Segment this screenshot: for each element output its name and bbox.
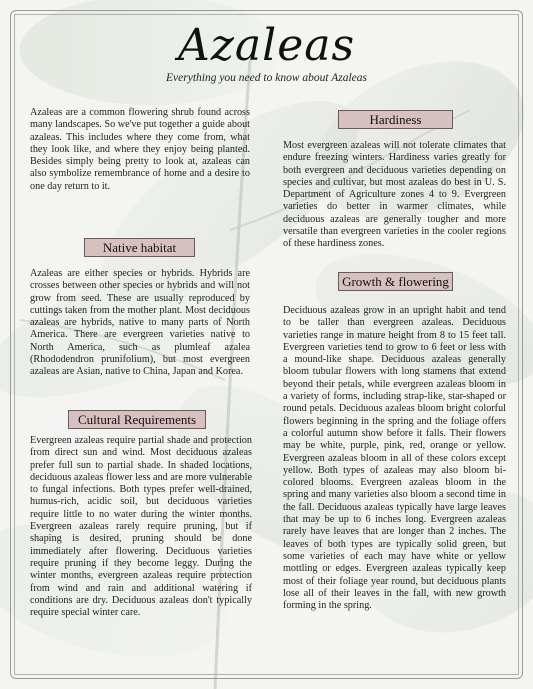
growth-flowering-body: Deciduous azaleas grow in an upright habit and tend to be taller than evergreen azaleas. Deciduous varieties range in mature height from 8 to 15 feet tall. Evergreen varieties tend to grow to 6 feet or less with a mound-like shape. Deciduous azaleas generally bloom tubular flowers with long stamens that extend beyond their petals, while evergreen azaleas bloom in a variety of forms, including strap-like, star-shaped or round petals. Deciduous azaleas bloom bright colorful flowers beginning in the spring and the foliage offers a colorful autumn show before it falls. Their flowers may be white, purple, pink, red, orange or yellow. Evergreen azaleas bloom in all of these colors except yellow. Both types of azaleas may also bloom bi-colored blooms. Evergreen azaleas bloom in the spring and many varieties also bloom a second time in the fall. Deciduous azaleas typically have large leaves that may be up to 6 inches long. Evergreen azaleas rarely have leaves that are longer than 2 inches. The leaves of both types are typically solid green, but some varieties of each may have white or yellow mottling or edges. Evergreen azaleas typically keep most of their foliage year round, but deciduous plants lose all of their leaves in the fall, with new growth forming in the spring. bbox=[283, 305, 506, 612]
hardiness-body: Most evergreen azaleas will not tolerate climates that endure freezing winters. Hardiness varies greatly for both evergreen and deciduous varieties depending on species and cultivar, but most azaleas do best in U. S. Department of Agriculture zones 4 to 9. Evergreen varieties do better in warmer climates, while deciduous azaleas are generally tougher and more versatile than evergreen varieties in the cooler regions of these hardiness zones. bbox=[283, 140, 506, 250]
cultural-requirements-body: Evergreen azaleas require partial shade and protection from direct sun and wind. Most deciduous azaleas prefer full sun to partial shade. In shaded locations, deciduous azaleas flower less and are more vulnerable to fungal infections. Both types prefer well-drained, humus-rich, acidic soil, but deciduous varieties require little to no water during the winter months. Evergreen azaleas rarely require pruning, but if shaping is desired, pruning should be done immediately after flowering. Deciduous varieties require pruning if they become leggy. During the winter months, evergreen azaleas require protection from wind and rain and additional watering if conditions are dry. Deciduous azaleas don't typically require special winter care. bbox=[30, 435, 252, 619]
cultural-requirements-heading: Cultural Requirements bbox=[68, 410, 206, 429]
native-habitat-body: Azaleas are either species or hybrids. Hybrids are crosses between other species or hybrids and will not grow from seed. These are usually reproduced by cuttings taken from the mother plant. Most deciduous azaleas are hybrids, native to many parts of North America. There are evergreen varieties native to North America, such as plumleaf azalea (Rhododendron prunifolium), but most evergreen azaleas are Asian, native to China, Japan and Korea. bbox=[30, 268, 250, 378]
intro-paragraph: Azaleas are a common flowering shrub found across many landscapes. So we've put together a guide about azaleas. This includes where they come from, what they look like, and where they enjoy being planted. Besides simply being pretty to look at, azaleas can also symbolize remembrance of home and a desire to one day return to it. bbox=[30, 107, 250, 192]
hardiness-heading: Hardiness bbox=[338, 110, 453, 129]
page-title: Azaleas bbox=[177, 20, 356, 71]
growth-flowering-heading: Growth & flowering bbox=[338, 272, 453, 291]
page-subtitle: Everything you need to know about Azaleas bbox=[166, 72, 367, 84]
native-habitat-heading: Native habitat bbox=[84, 238, 195, 257]
